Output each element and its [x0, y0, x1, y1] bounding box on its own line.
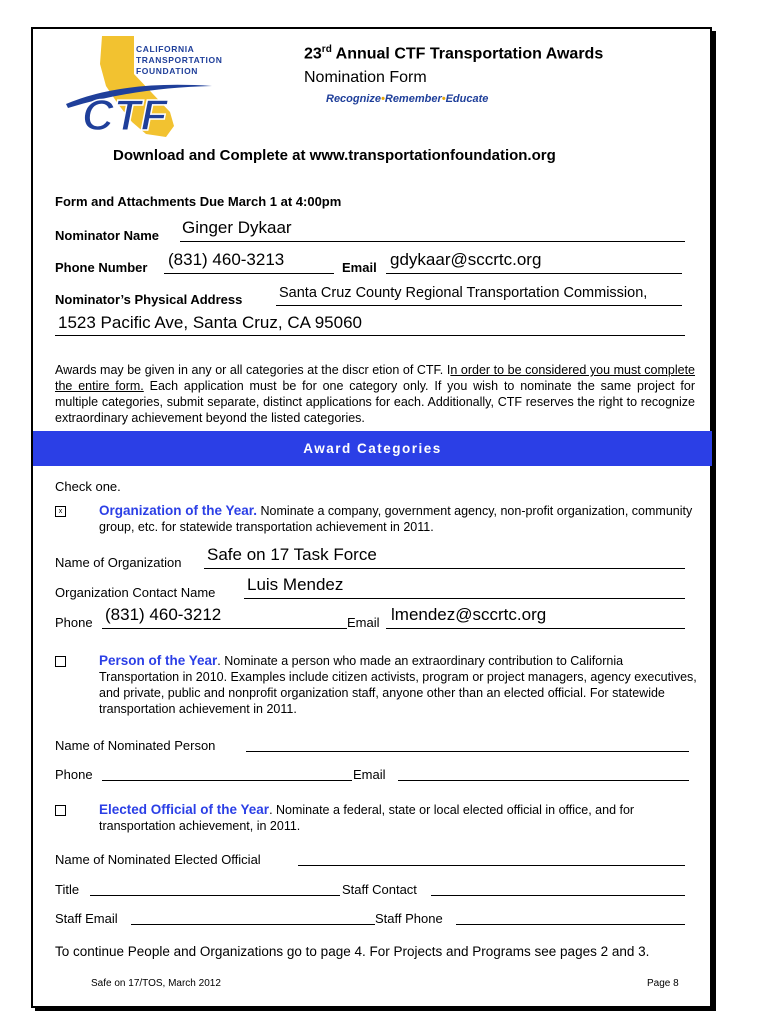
- address-label: Nominator’s Physical Address: [55, 292, 243, 307]
- logo-line-1: CALIFORNIA: [136, 44, 195, 54]
- staff-contact-field[interactable]: [431, 895, 685, 896]
- phone-number-value: (831) 460-3213: [168, 250, 285, 269]
- tagline-educate: Educate: [445, 93, 489, 105]
- email-value: gdykaar@sccrtc.org: [390, 250, 542, 269]
- organization-email-field[interactable]: [386, 628, 685, 629]
- person-checkbox[interactable]: [55, 656, 66, 667]
- form-title: [304, 44, 603, 63]
- page-border-shadow: [712, 31, 716, 1009]
- address-field-line1[interactable]: [276, 305, 682, 306]
- organization-category-text: [99, 503, 697, 535]
- elected-category-title: Elected Official of the Year: [99, 802, 270, 817]
- organization-phone-field[interactable]: [102, 628, 347, 629]
- tagline-dot: •: [381, 93, 385, 105]
- organization-name-label: Name of Organization: [55, 555, 182, 570]
- email-field[interactable]: [386, 273, 682, 274]
- instructions-part-1: Awards may be given in any or all categories at the discr etion of CTF. I: [55, 363, 451, 377]
- continue-instructions: To continue People and Organizations go to page 4. For Projects and Programs see pages 2 and 3.: [55, 944, 650, 959]
- elected-official-name-field[interactable]: [298, 865, 685, 866]
- nominator-name-label: Nominator Name: [55, 228, 160, 243]
- person-category-desc: . Nominate a person who made an extraordinary contribution to California Transportation in 2010. Examples include citizen activists, program or project managers, agency executives, and private, public and nonprofit organization staff, anyone other than an elected official. For statewide transportation achievement in 2011.: [99, 654, 697, 716]
- address-value-line2: 1523 Pacific Ave, Santa Cruz, CA 95060: [58, 313, 362, 332]
- address-value-line1: Santa Cruz County Regional Transportation Commission,: [279, 285, 648, 301]
- download-instruction: Download and Complete at www.transportationfoundation.org: [113, 147, 556, 164]
- organization-phone-label: Phone: [55, 615, 93, 630]
- organization-category-desc: Nominate a company, government agency, non-profit organization, community group, etc. for statewide transportation achievement in 2011.: [99, 504, 693, 534]
- staff-contact-label: Staff Contact: [342, 882, 417, 897]
- organization-contact-label: Organization Contact Name: [55, 585, 216, 600]
- elected-category-text: [99, 802, 697, 834]
- person-phone-field[interactable]: [102, 780, 352, 781]
- staff-email-label: Staff Email: [55, 911, 118, 926]
- staff-phone-label: Staff Phone: [375, 911, 443, 926]
- email-label: Email: [342, 260, 377, 275]
- phone-number-label: Phone Number: [55, 260, 148, 275]
- tagline-recognize: Recognize: [326, 93, 382, 105]
- instructions-part-3: Each application must be for one category only. If you wish to nominate the same project for multiple categories, submit separate, distinct applications for each. Additionally, CTF reserves the right to recognize extraordinary achievement beyond the listed categories.: [55, 379, 695, 425]
- person-category-text: [99, 653, 697, 717]
- person-category-title: Person of the Year: [99, 653, 218, 668]
- page-number: Page 8: [647, 978, 679, 989]
- address-field-line2[interactable]: [55, 335, 685, 336]
- logo-line-3: FOUNDATION: [136, 66, 199, 76]
- elected-official-checkbox[interactable]: [55, 805, 66, 816]
- staff-phone-field[interactable]: [456, 924, 685, 925]
- elected-official-name-label: Name of Nominated Elected Official: [55, 852, 261, 867]
- staff-email-field[interactable]: [131, 924, 375, 925]
- logo-line-2: TRANSPORTATION: [136, 55, 223, 65]
- organization-category-title: Organization of the Year.: [99, 503, 258, 518]
- tagline: [326, 93, 488, 105]
- organization-name-value: Safe on 17 Task Force: [207, 545, 377, 564]
- elected-category-desc: . Nominate a federal, state or local elected official in office, and for transportation achievement, in 2011.: [99, 803, 635, 833]
- official-title-label: Title: [55, 882, 80, 897]
- nominator-name-value: Ginger Dykaar: [182, 218, 292, 237]
- nominated-person-label: Name of Nominated Person: [55, 738, 216, 753]
- official-title-field[interactable]: [90, 895, 340, 896]
- organization-checkbox[interactable]: x: [55, 506, 66, 517]
- organization-contact-value: Luis Mendez: [247, 575, 344, 594]
- footer-left: Safe on 17/TOS, March 2012: [91, 978, 221, 989]
- award-categories-banner: Award Categories: [33, 431, 712, 466]
- due-date: Form and Attachments Due March 1 at 4:00pm: [55, 194, 342, 209]
- organization-contact-field[interactable]: [244, 598, 685, 599]
- organization-email-label: Email: [347, 615, 380, 630]
- phone-number-field[interactable]: [164, 273, 334, 274]
- organization-email-value: lmendez@sccrtc.org: [391, 605, 547, 624]
- form-subtitle: Nomination Form: [304, 69, 427, 86]
- organization-phone-value: (831) 460-3212: [105, 605, 222, 624]
- organization-name-field[interactable]: [204, 568, 685, 569]
- logo-wordmark: [136, 44, 222, 77]
- person-email-field[interactable]: [398, 780, 689, 781]
- check-one-label: Check one.: [55, 479, 121, 494]
- instructions-underlined: n order to be considered you must complete the entire form.: [55, 363, 695, 393]
- title-rest: Annual CTF Transportation Awards: [331, 45, 604, 63]
- nominated-person-field[interactable]: [246, 751, 689, 752]
- person-email-label: Email: [353, 767, 386, 782]
- nominator-name-field[interactable]: [180, 241, 685, 242]
- tagline-dot: •: [441, 93, 446, 105]
- award-instructions: [55, 362, 695, 426]
- title-number: 23: [304, 45, 322, 63]
- title-suffix: rd: [321, 44, 332, 55]
- tagline-remember: Remember: [384, 93, 442, 105]
- logo-ctf-text: CTF: [82, 91, 168, 139]
- page-border-shadow: [35, 1007, 716, 1011]
- person-phone-label: Phone: [55, 767, 93, 782]
